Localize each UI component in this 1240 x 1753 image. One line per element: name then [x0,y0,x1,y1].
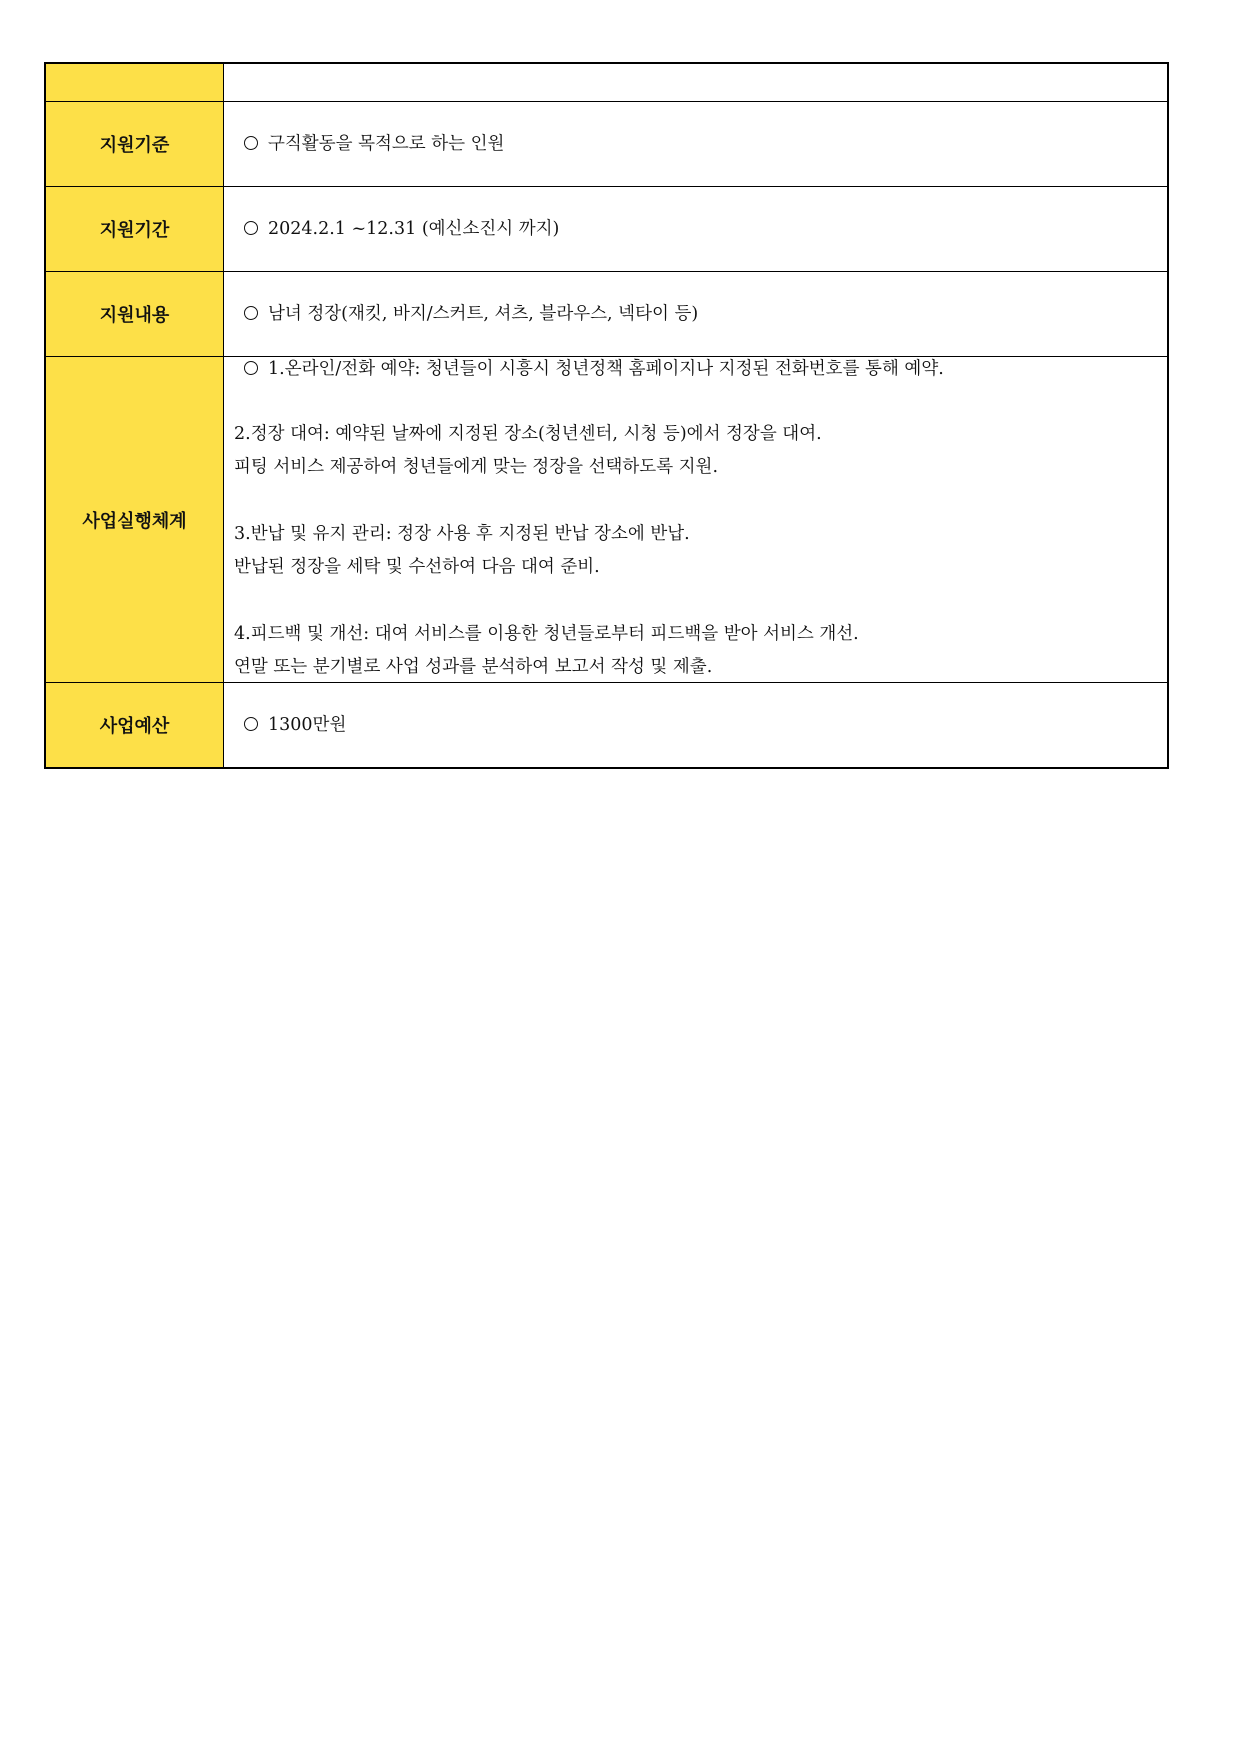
row-value-empty [224,63,1169,102]
period-label: 지원기간 [45,187,224,272]
execution-plan-label: 사업실행체계 [45,357,224,683]
circle-bullet-icon [244,717,258,731]
table-row-budget [45,683,1168,769]
criteria-label: 지원기준 [45,102,224,187]
table-row-content [45,272,1168,357]
plan-line-6: 4.피드백 및 개선: 대여 서비스를 이용한 청년들로부터 피드백을 받아 서비스 개선. [234,624,859,644]
project-info-table [44,62,1169,769]
execution-plan-value-cell [224,357,1169,683]
budget-label: 사업예산 [45,683,224,769]
criteria-value-cell [224,102,1169,187]
content-value: 남녀 정장(재킷, 바지/스커트, 셔츠, 블라우스, 넥타이 등) [268,303,699,324]
row-label-empty [45,63,224,102]
budget-value: 1300만원 [268,714,347,735]
plan-line-5: 반납된 정장을 세탁 및 수선하여 다음 대여 준비. [234,557,600,577]
table-row-period [45,187,1168,272]
criteria-value: 구직활동을 목적으로 하는 인원 [268,133,505,154]
circle-bullet-icon [244,136,258,150]
plan-line-2: 2.정장 대여: 예약된 날짜에 지정된 장소(청년센터, 시청 등)에서 정장을 대여. [234,424,822,444]
content-label: 지원내용 [45,272,224,357]
table-row-header [45,63,1168,102]
circle-bullet-icon [244,306,258,320]
period-value-cell [224,187,1169,272]
period-value: 2024.2.1 ~12.31 (예신소진시 까지) [268,218,560,239]
plan-line-4: 3.반납 및 유지 관리: 정장 사용 후 지정된 반납 장소에 반납. [234,524,690,544]
plan-line-1 [244,359,944,380]
budget-value-cell [224,683,1169,769]
circle-bullet-icon [244,221,258,235]
table-row-execution-plan [45,357,1168,683]
plan-line-3: 피팅 서비스 제공하여 청년들에게 맞는 정장을 선택하도록 지원. [234,457,719,477]
plan-text-1: 1.온라인/전화 예약: 청년들이 시흥시 청년정책 홈페이지나 지정된 전화번호를 통해 예약. [268,359,944,379]
plan-line-7: 연말 또는 분기별로 사업 성과를 분석하여 보고서 작성 및 제출. [234,657,713,677]
circle-bullet-icon [244,361,258,375]
content-value-cell [224,272,1169,357]
execution-plan-block [224,357,1167,682]
table-row-criteria [45,102,1168,187]
